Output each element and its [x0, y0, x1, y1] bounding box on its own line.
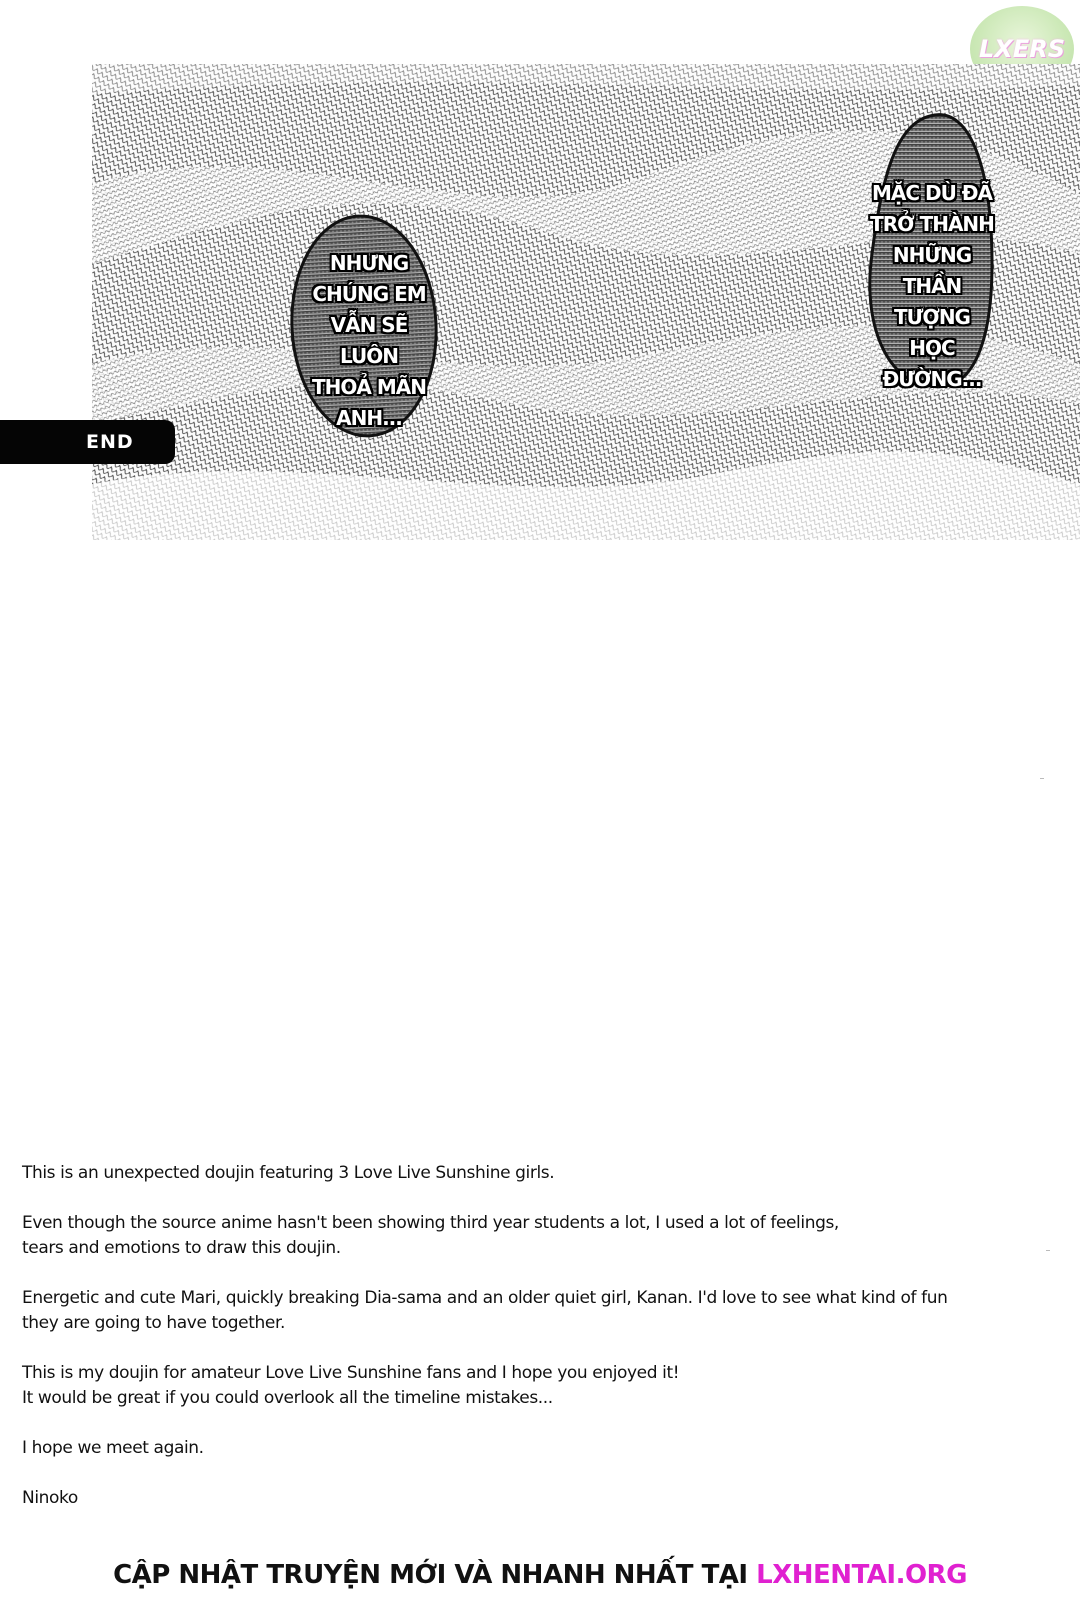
footer-link[interactable]: LXHENTAI.ORG	[756, 1560, 967, 1590]
bubble-text-right: MẶC DÙ ĐÃ TRỞ THÀNH NHỮNG THẦN TƯỢNG HỌC ĐƯỜNG...	[870, 181, 994, 391]
footer-banner	[0, 1560, 1080, 1590]
afterword-paragraph: This is my doujin for amateur Love Live Sunshine fans and I hope you enjoyed it! It would be great if you could overlook all the timeline mistakes...	[22, 1363, 680, 1408]
logo-text: LXERS	[979, 35, 1065, 63]
end-label-tab	[0, 420, 175, 464]
afterword-paragraph: Even though the source anime hasn't been showing third year students a lot, I used a lot of feelings, tears and emotions to draw this doujin.	[22, 1213, 839, 1258]
scan-speck	[1046, 1250, 1050, 1251]
afterword-paragraph: This is an unexpected doujin featuring 3 Love Live Sunshine girls.	[22, 1163, 555, 1183]
end-label: END	[86, 431, 134, 453]
bubble-text-left: NHƯNG CHÚNG EM VẪN SẼ LUÔN THOẢ MÃN ANH...	[312, 251, 426, 430]
footer-text: CẬP NHẬT TRUYỆN MỚI VÀ NHANH NHẤT TẠI	[113, 1560, 748, 1590]
afterword	[22, 1161, 1022, 1511]
author-signature: Ninoko	[22, 1488, 78, 1508]
afterword-paragraph: Energetic and cute Mari, quickly breaking Dia-sama and an older quiet girl, Kanan. I'd love to see what kind of fun they are going to have together.	[22, 1288, 948, 1333]
afterword-paragraph: I hope we meet again.	[22, 1438, 204, 1458]
scan-speck	[1040, 778, 1044, 779]
